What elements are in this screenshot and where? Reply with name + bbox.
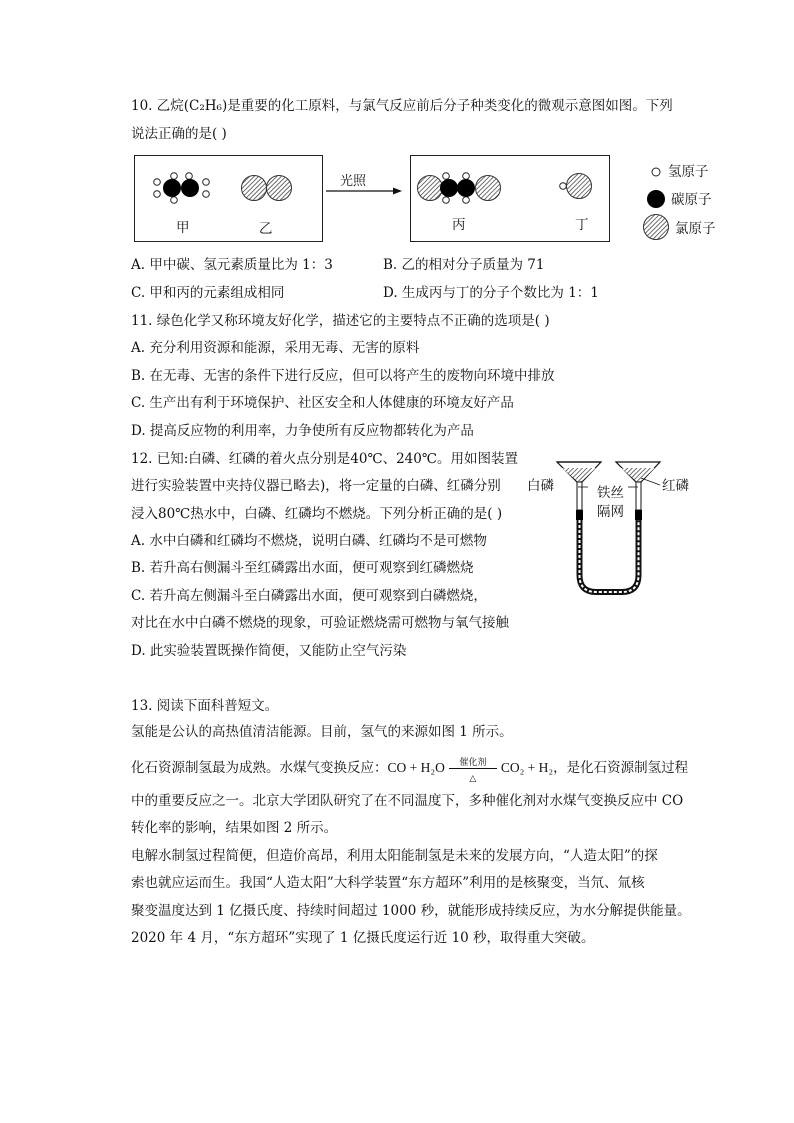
q13-stem: 13. 阅读下面科普短文。 [131, 698, 279, 714]
label-ding: 丁 [575, 217, 589, 233]
q10-option-a: A. 甲中碳、氢元素质量比为 1：3 [131, 257, 333, 273]
q10-option-b: B. 乙的相对分子质量为 71 [383, 257, 545, 273]
equation-condition [445, 757, 501, 784]
reaction-condition-label: 光照 [340, 174, 367, 189]
iron-mesh-label-1: 铁丝 [597, 485, 624, 501]
equation-right-side: CO₂ + H₂ [500, 760, 554, 775]
q10-stem-line-1: 10. 乙烷(C₂H₆)是重要的化工原料，与氯气反应前后分子种类变化的微观示意图如图。下列 [131, 98, 673, 114]
q11-stem: 11. 绿色化学又称环境友好化学，描述它的主要特点不正确的选项是( ) [131, 313, 550, 329]
label-yi: 乙 [259, 221, 273, 237]
q12-option-a: A. 水中白磷和红磷均不燃烧，说明白磷、红磷均不是可燃物 [131, 533, 487, 549]
q13-paragraph-3-line-2: 索也就应运而生。我国“人造太阳”大科学装置“东方超环”利用的是核聚变，当氘、氚核 [131, 875, 645, 891]
q11-option-d: D. 提高反应物的利用率，力争使所有反应物都转化为产品 [131, 423, 474, 439]
white-phosphorus-label: 白磷 [527, 478, 554, 494]
q13-paragraph-2-line-2: 中的重要反应之一。北京大学团队研究了在不同温度下，多种催化剂对水煤气变换反应中 CO [131, 793, 684, 809]
q11-option-a: A. 充分利用资源和能源，采用无毒、无害的原料 [131, 340, 420, 356]
q13-paragraph-1: 氢能是公认的高热值清洁能源。目前，氢气的来源如图 1 所示。 [131, 724, 513, 740]
catalyst-label: 催化剂 [459, 757, 487, 768]
equation-left-side: CO + H₂O [387, 760, 445, 775]
left-funnel [557, 462, 601, 510]
q12-option-d: D. 此实验装置既操作简便，又能防止空气污染 [131, 643, 407, 659]
q12-stem-line-3: 浸入80℃热水中，白磷、红磷均不燃烧。下列分析正确的是( ) [131, 506, 503, 522]
q13-paragraph-2-line-1 [131, 757, 689, 784]
q13-paragraph-3-line-3: 聚变温度达到 1 亿摄氏度、持续时间超过 1000 秒，就能形成持续反应，为水分解提供能量。 [131, 903, 691, 919]
q12-stem-line-2: 进行实验装置中夹持仪器已略去)，将一定量的白磷、红磷分别 [131, 478, 501, 494]
q13-paragraph-3-line-1: 电解水制氢过程简便，但造价高昂，利用太阳能制氢是未来的发展方向，“人造太阳”的探 [131, 848, 658, 864]
red-phosphorus-label: 红磷 [662, 478, 689, 494]
q12-option-b: B. 若升高右侧漏斗至红磷露出水面，便可观察到红磷燃烧 [131, 560, 474, 576]
legend-carbon-label: 碳原子 [671, 192, 712, 208]
label-jia: 甲 [176, 220, 190, 236]
label-bing: 丙 [452, 217, 466, 233]
legend-hydrogen-label: 氢原子 [668, 164, 709, 180]
q12-stem-line-1: 12. 已知:白磷、红磷的着火点分别是40℃、240℃。用如图装置 [131, 451, 518, 467]
q11-option-c: C. 生产出有利于环境保护、社区安全和人体健康的环境友好产品 [131, 395, 514, 411]
q13-p2-after-equation: ，是化石资源制氢过程 [553, 760, 689, 776]
q11-option-b: B. 在无毒、无害的条件下进行反应，但可以将产生的废物向环境中排放 [131, 368, 555, 384]
q13-p2-before-equation: 化石资源制氢最为成熟。水煤气变换反应： [131, 760, 388, 776]
q13-paragraph-2-line-3: 转化率的影响，结果如图 2 所示。 [131, 820, 338, 836]
q10-option-c: C. 甲和丙的元素组成相同 [131, 285, 285, 301]
q13-paragraph-3-line-4: 2020 年 4 月，“东方超环”实现了 1 亿摄氏度运行近 10 秒，取得重大突破。 [131, 930, 595, 946]
q12-option-c-line-1: C. 若升高左侧漏斗至白磷露出水面，便可观察到白磷燃烧， [131, 588, 487, 604]
q10-option-d: D. 生成丙与丁的分子个数比为 1：1 [383, 285, 599, 301]
q12-option-c-line-2: 对比在水中白磷不燃烧的现象，可验证燃烧需可燃物与氧气接触 [131, 615, 509, 631]
legend-chlorine-label: 氯原子 [675, 221, 716, 237]
q10-stem-line-2: 说法正确的是( ) [131, 126, 227, 142]
heat-symbol: △ [469, 773, 477, 784]
iron-mesh-label-2: 隔网 [597, 504, 624, 520]
rubber-tube [576, 510, 642, 592]
